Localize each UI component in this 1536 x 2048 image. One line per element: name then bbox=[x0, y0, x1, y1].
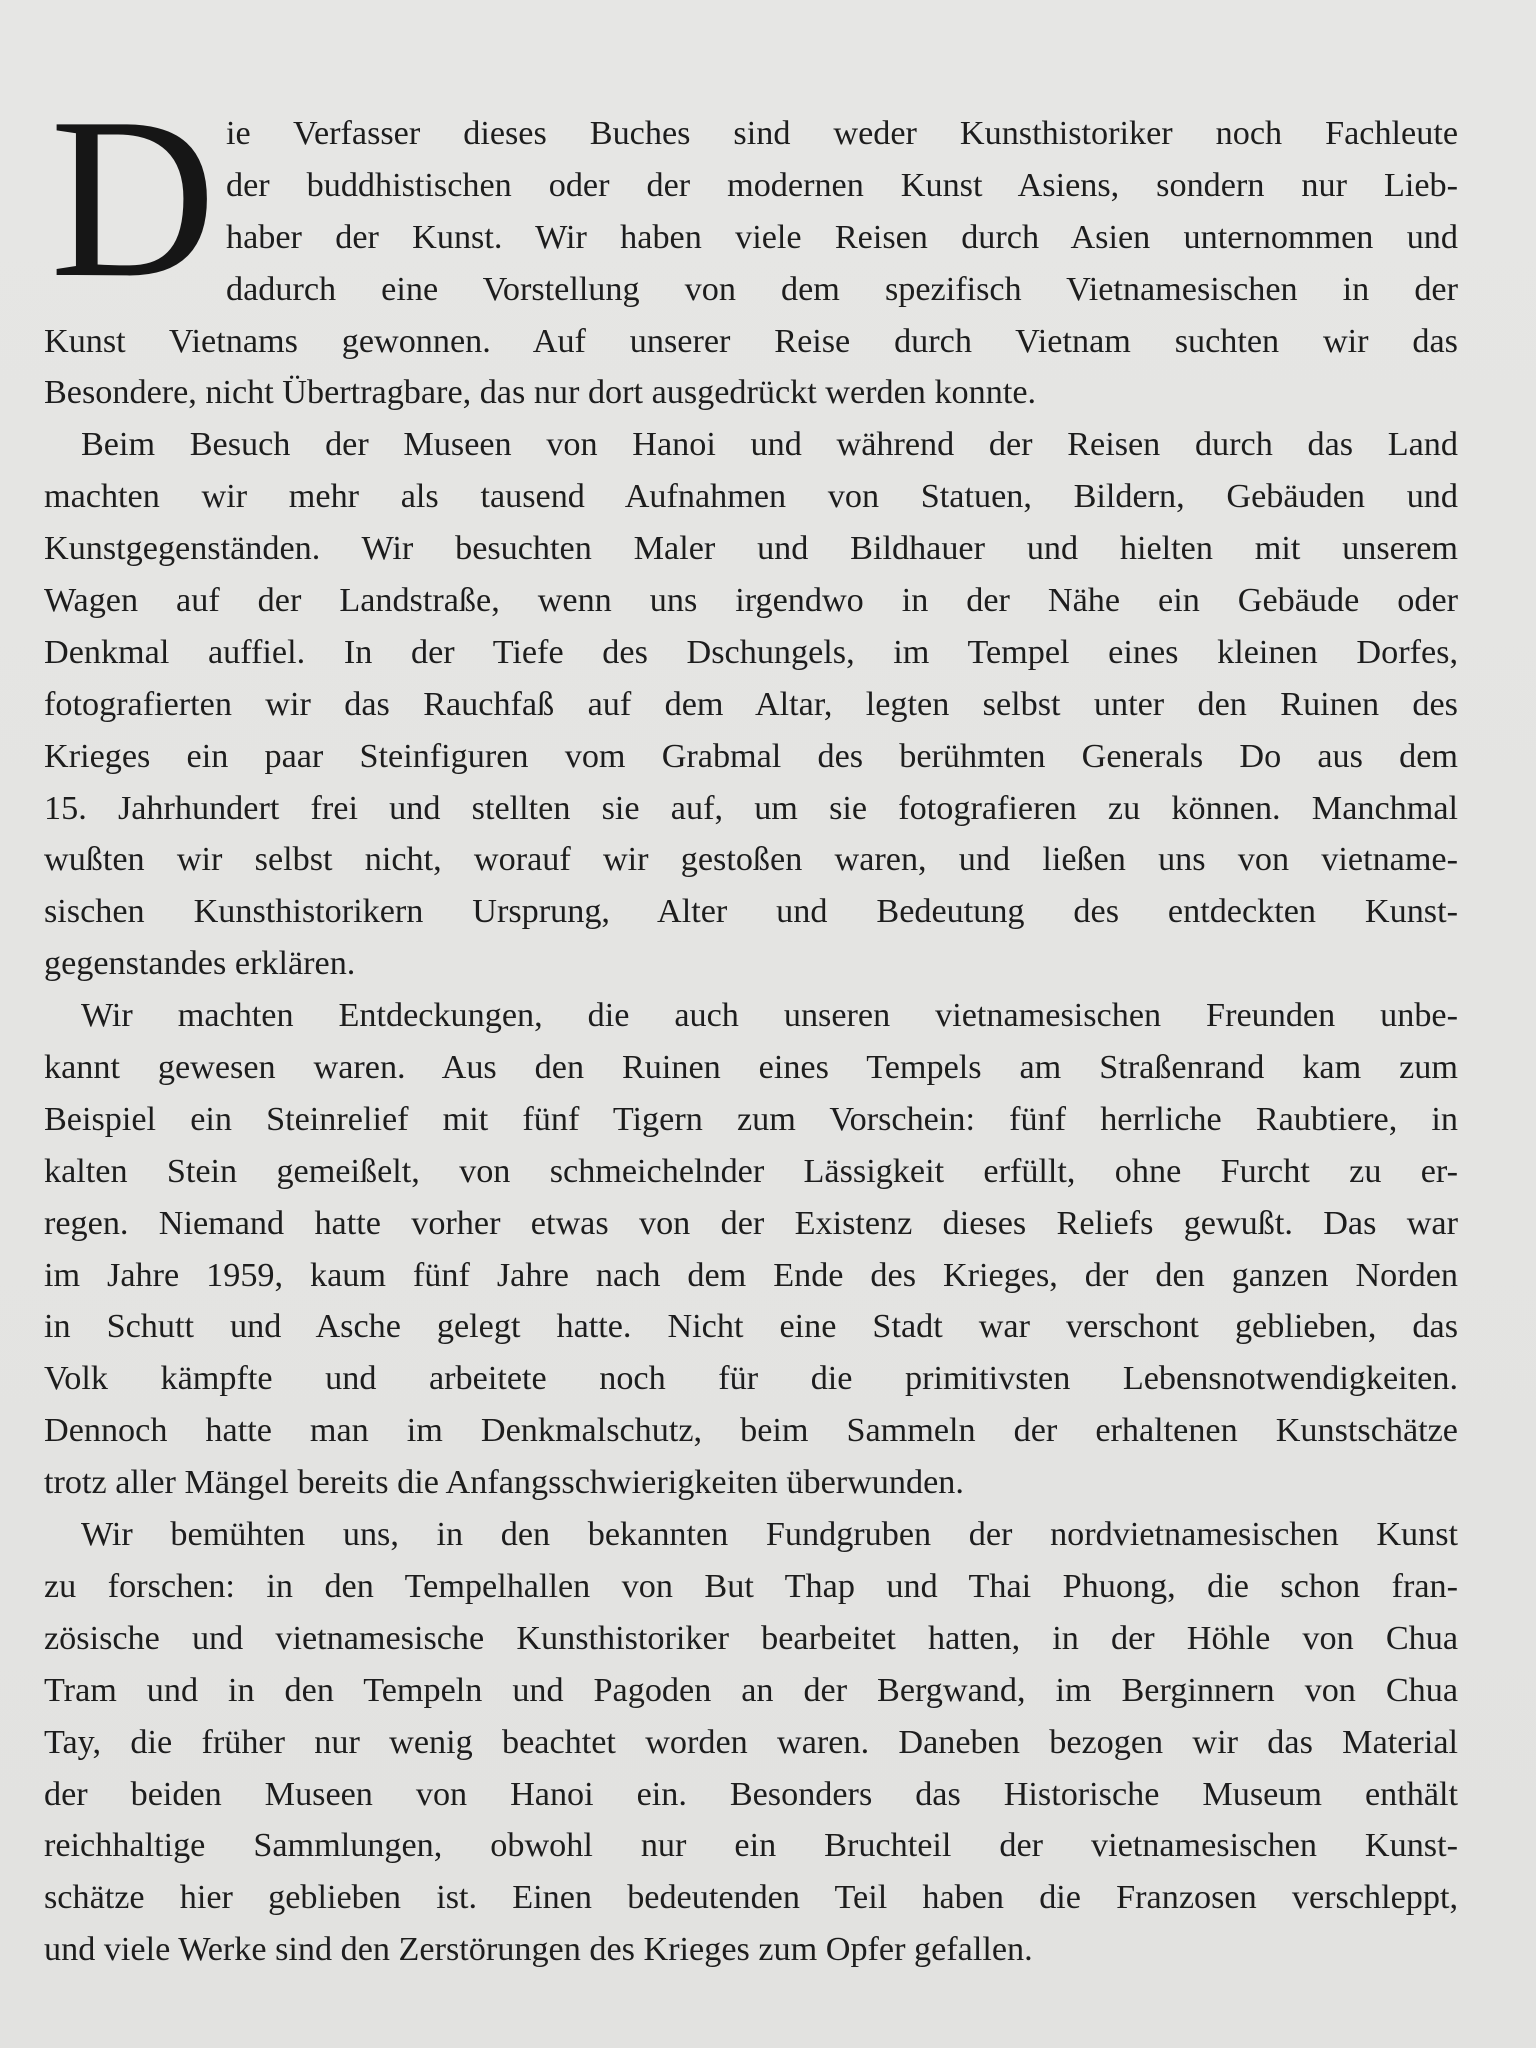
text-line: Wir bemühten uns, in den bekannten Fundgruben der nordvietnamesischen Kunst bbox=[81, 1516, 1458, 1554]
text-line: im Jahre 1959, kaum fünf Jahre nach dem Ende des Krieges, der den ganzen Norden bbox=[44, 1256, 1458, 1294]
text-line: Wir machten Entdeckungen, die auch unseren vietnamesischen Freunden unbe- bbox=[81, 997, 1458, 1035]
drop-cap-initial: D bbox=[50, 70, 217, 325]
text-line: gegenstandes erklären. bbox=[44, 945, 356, 983]
text-line: wußten wir selbst nicht, worauf wir gestoßen waren, und ließen uns von vietname- bbox=[44, 841, 1458, 879]
text-line: Tay, die früher nur wenig beachtet worden waren. Daneben bezogen wir das Material bbox=[44, 1723, 1458, 1761]
text-line: Besondere, nicht Übertragbare, das nur dort ausgedrückt werden konnte. bbox=[44, 374, 1037, 412]
text-line: Kunstgegenständen. Wir besuchten Maler und Bildhauer und hielten mit unserem bbox=[44, 530, 1458, 568]
text-line: Beispiel ein Steinrelief mit fünf Tigern zum Vorschein: fünf herrliche Raubtiere, in bbox=[44, 1100, 1458, 1138]
text-line: zösische und vietnamesische Kunsthistoriker bearbeitet hatten, in der Höhle von Chua bbox=[44, 1619, 1458, 1657]
text-line: kannt gewesen waren. Aus den Ruinen eines Tempels am Straßenrand kam zum bbox=[44, 1049, 1458, 1087]
text-line: ie Verfasser dieses Buches sind weder Kunsthistoriker noch Fachleute bbox=[226, 115, 1458, 152]
text-line: Volk kämpfte und arbeitete noch für die primitivsten Lebensnotwendigkeiten. bbox=[44, 1360, 1458, 1398]
text-line: der beiden Museen von Hanoi ein. Besonders das Historische Museum enthält bbox=[44, 1775, 1458, 1813]
text-line: reichhaltige Sammlungen, obwohl nur ein Bruchteil der vietnamesischen Kunst- bbox=[44, 1827, 1458, 1865]
text-line: machten wir mehr als tausend Aufnahmen von Statuen, Bildern, Gebäuden und bbox=[44, 478, 1458, 516]
text-line: regen. Niemand hatte vorher etwas von der Existenz dieses Reliefs gewußt. Das war bbox=[44, 1204, 1458, 1242]
text-line: Kunst Vietnams gewonnen. Auf unserer Reise durch Vietnam suchten wir das bbox=[44, 322, 1458, 360]
body-text bbox=[44, 108, 1458, 1976]
text-line: in Schutt und Asche gelegt hatte. Nicht eine Stadt war verschont geblieben, das bbox=[44, 1308, 1458, 1346]
text-line: fotografierten wir das Rauchfaß auf dem Altar, legten selbst unter den Ruinen des bbox=[44, 685, 1458, 723]
text-line: Beim Besuch der Museen von Hanoi und während der Reisen durch das Land bbox=[81, 426, 1458, 464]
text-line: dadurch eine Vorstellung von dem spezifisch Vietnamesischen in der bbox=[226, 270, 1458, 308]
text-line: kalten Stein gemeißelt, von schmeichelnder Lässigkeit erfüllt, ohne Furcht zu er- bbox=[44, 1152, 1458, 1190]
text-line: zu forschen: in den Tempelhallen von But Thap und Thai Phuong, die schon fran- bbox=[44, 1567, 1458, 1605]
text-line: sischen Kunsthistorikern Ursprung, Alter und Bedeutung des entdeckten Kunst- bbox=[44, 893, 1458, 931]
text-line: trotz aller Mängel bereits die Anfangsschwierigkeiten überwunden. bbox=[44, 1464, 964, 1502]
text-line: 15. Jahrhundert frei und stellten sie auf, um sie fotografieren zu können. Manchmal bbox=[44, 789, 1458, 827]
text-line: Krieges ein paar Steinfiguren vom Grabmal des berühmten Generals Do aus dem bbox=[44, 737, 1458, 775]
text-line: Dennoch hatte man im Denkmalschutz, beim Sammeln der erhaltenen Kunstschätze bbox=[44, 1412, 1458, 1450]
text-line: Wagen auf der Landstraße, wenn uns irgendwo in der Nähe ein Gebäude oder bbox=[44, 582, 1458, 620]
text-line: Tram und in den Tempeln und Pagoden an der Bergwand, im Berginnern von Chua bbox=[44, 1671, 1458, 1709]
text-line: haber der Kunst. Wir haben viele Reisen durch Asien unternommen und bbox=[226, 218, 1458, 256]
text-line: und viele Werke sind den Zerstörungen des Krieges zum Opfer gefallen. bbox=[44, 1931, 1033, 1969]
text-line: der buddhistischen oder der modernen Kunst Asiens, sondern nur Lieb- bbox=[226, 166, 1458, 204]
text-line: schätze hier geblieben ist. Einen bedeutenden Teil haben die Franzosen verschleppt, bbox=[44, 1879, 1458, 1917]
text-line: Denkmal auffiel. In der Tiefe des Dschungels, im Tempel eines kleinen Dorfes, bbox=[44, 633, 1458, 671]
